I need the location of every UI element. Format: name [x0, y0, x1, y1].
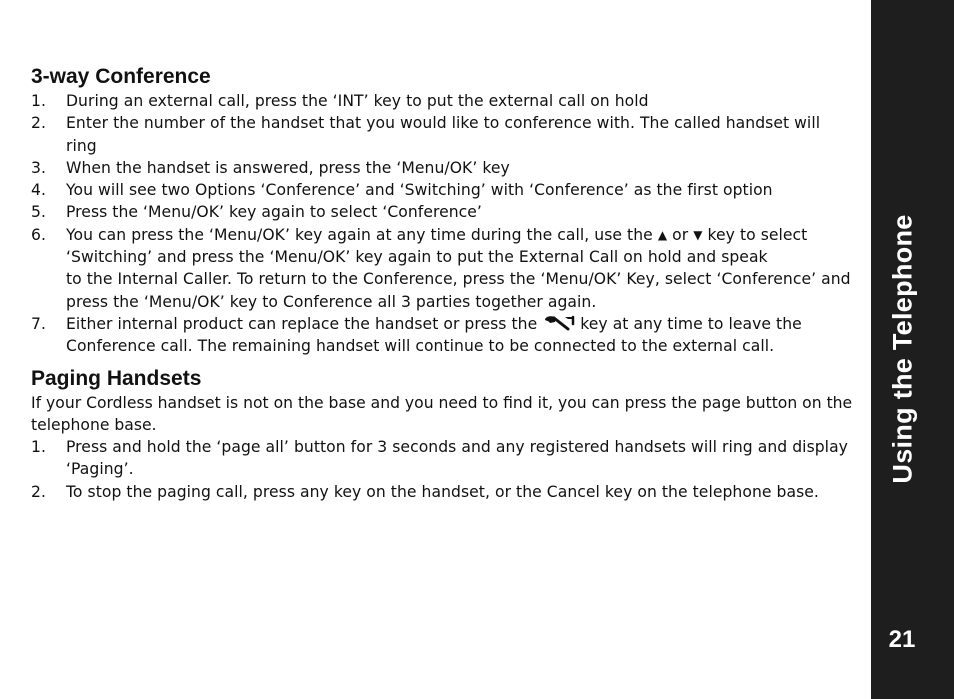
page-number: 21 — [888, 626, 916, 653]
list-item — [31, 179, 853, 201]
list-item — [31, 157, 853, 179]
item-number: 4. — [31, 181, 46, 200]
item-text-a: You can press the ‘Menu/OK’ key again at any time during the call, use the — [66, 225, 653, 244]
list-item — [31, 481, 853, 503]
item-number: 3. — [31, 158, 46, 177]
list-item — [31, 201, 853, 223]
item-text-a: Either internal product can replace the handset or press the — [66, 314, 538, 333]
item-number: 2. — [31, 482, 46, 501]
paging-steps-list — [31, 436, 853, 503]
item-text: Enter the number of the handset that you would like to conference with. The called handset will ring — [66, 114, 821, 155]
item-text-b: or — [672, 225, 689, 244]
list-item — [31, 224, 853, 313]
item-text: When the handset is answered, press the ‘Menu/OK’ key — [66, 158, 510, 177]
conference-steps-list — [31, 90, 853, 358]
list-item — [31, 90, 853, 112]
section-title-3-way-conference: 3-way Conference — [31, 65, 211, 88]
item-text-c: key to select ‘Switching’ and press the ‘Menu/OK’ key again to put the External Call on hold and speak — [66, 225, 808, 267]
end-call-icon — [543, 314, 577, 332]
paging-intro-text: If your Cordless handset is not on the base and you need to find it, you can press the page button on the telephone base. — [31, 393, 853, 434]
list-item — [31, 112, 853, 157]
item-number: 6. — [31, 225, 46, 244]
item-number: 2. — [31, 114, 46, 133]
item-text: Press the ‘Menu/OK’ key again to select ‘Conference’ — [66, 203, 482, 222]
up-arrow-icon: ▲ — [657, 227, 668, 242]
item-number: 7. — [31, 314, 46, 333]
item-text: Press and hold the ‘page all’ button for 3 seconds and any registered handsets will ring and display ‘Paging’. — [66, 438, 848, 479]
section-title-paging-handsets: Paging Handsets — [31, 366, 202, 390]
item-text: To stop the paging call, press any key on the handset, or the Cancel key on the telephone base. — [66, 482, 819, 501]
item-number: 1. — [31, 92, 46, 110]
item-number: 5. — [31, 203, 46, 222]
item-text: During an external call, press the ‘INT’ key to put the external call on hold — [66, 92, 649, 110]
down-arrow-icon: ▼ — [693, 227, 703, 242]
item-text-d: to the Internal Caller. To return to the Conference, press the ‘Menu/OK’ Key, select ‘Conference’ and press the ‘Menu/OK’ key to Conference all 3 parties together again. — [66, 270, 851, 311]
item-number: 1. — [31, 438, 46, 457]
list-item — [31, 313, 853, 358]
page-content — [31, 64, 853, 503]
list-item — [31, 436, 853, 481]
chapter-title: Using the Telephone — [887, 214, 918, 484]
item-text: You will see two Options ‘Conference’ and ‘Switching’ with ‘Conference’ as the first option — [66, 181, 773, 200]
item-text-b: key at any time to leave the Conference call. The remaining handset will continue to be connected to the external call. — [66, 314, 802, 356]
